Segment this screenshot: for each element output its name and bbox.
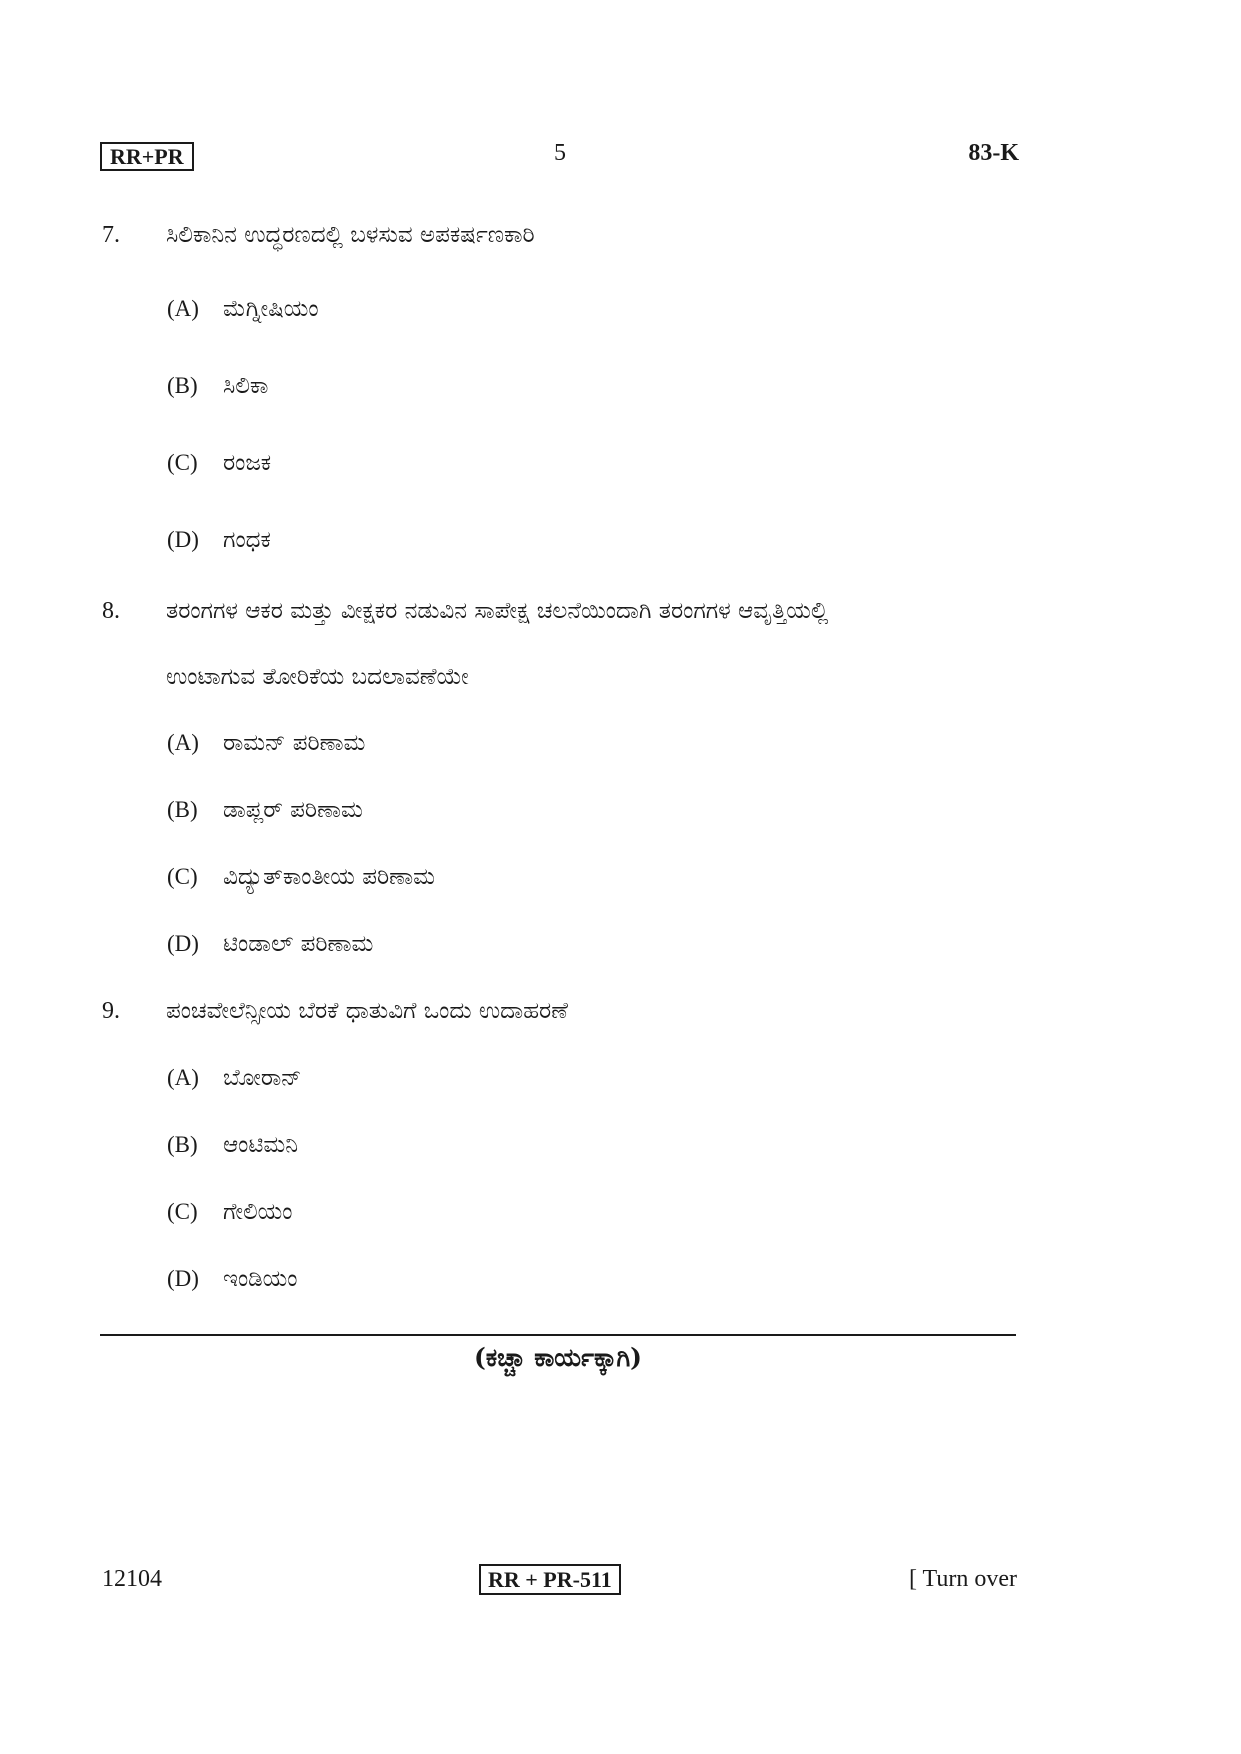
- question-number: 9.: [102, 998, 120, 1024]
- option-label: (B): [167, 1132, 198, 1157]
- option-7c: [167, 446, 271, 480]
- option-text: ರಾಮನ್ ಪರಿಣಾಮ: [223, 730, 366, 756]
- option-8c: [167, 860, 435, 894]
- footer-code-box: RR + PR-511: [479, 1564, 621, 1595]
- option-text: ಟಿಂಡಾಲ್ ಪರಿಣಾಮ: [223, 931, 374, 957]
- option-label: (B): [167, 373, 198, 398]
- option-9b: [167, 1128, 298, 1162]
- question-text: ಪಂಚವೇಲೆನ್ಸೀಯ ಬೆರಕೆ ಧಾತುವಿಗೆ ಒಂದು ಉದಾಹರಣೆ: [166, 998, 568, 1024]
- option-label: (A): [167, 1065, 199, 1090]
- question-number: 8.: [102, 598, 120, 624]
- option-8b: [167, 793, 363, 827]
- question-text: ಸಿಲಿಕಾನಿನ ಉದ್ಧರಣದಲ್ಲಿ ಬಳಸುವ ಅಪಕರ್ಷಣಕಾರಿ: [166, 222, 535, 248]
- option-text: ಸಿಲಿಕಾ: [223, 373, 269, 399]
- divider-rule: [100, 1334, 1016, 1336]
- option-label: (A): [167, 296, 199, 321]
- option-label: (D): [167, 1266, 199, 1291]
- option-label: (D): [167, 931, 199, 956]
- option-label: (C): [167, 450, 198, 475]
- option-text: ಗಂಧಕ: [223, 527, 271, 553]
- question-number: 7.: [102, 222, 120, 248]
- question-text-line-2: ಉಂಟಾಗುವ ತೋರಿಕೆಯ ಬದಲಾವಣೆಯೇ: [166, 664, 469, 690]
- option-text: ಡಾಪ್ಲರ್ ಪರಿಣಾಮ: [223, 797, 363, 823]
- page-number: 5: [554, 140, 566, 166]
- option-7d: [167, 523, 271, 557]
- option-label: (C): [167, 864, 198, 889]
- option-text: ರಂಜಕ: [223, 450, 272, 476]
- question-text-line-1: ತರಂಗಗಳ ಆಕರ ಮತ್ತು ವೀಕ್ಷಕರ ನಡುವಿನ ಸಾಪೇಕ್ಷ ಚಲನೆಯಿಂದಾಗಿ ತರಂಗಗಳ ಆವೃತ್ತಿಯಲ್ಲಿ: [166, 598, 829, 624]
- option-label: (A): [167, 730, 199, 755]
- option-text: ಬೋರಾನ್: [223, 1065, 302, 1091]
- header-code-box: RR+PR: [100, 142, 194, 171]
- option-label: (B): [167, 797, 198, 822]
- option-text: ಇಂಡಿಯಂ: [223, 1266, 298, 1292]
- option-text: ಗೇಲಿಯಂ: [223, 1199, 293, 1225]
- option-label: (C): [167, 1199, 198, 1224]
- option-9c: [167, 1195, 292, 1229]
- option-7a: [167, 292, 319, 326]
- option-label: (D): [167, 527, 199, 552]
- option-9a: [167, 1061, 301, 1095]
- option-text: ವಿದ್ಯುತ್‌ಕಾಂತೀಯ ಪರಿಣಾಮ: [223, 864, 435, 890]
- turn-over-label: [ Turn over: [908, 1566, 1017, 1592]
- option-8a: [167, 726, 365, 760]
- option-8d: [167, 927, 373, 961]
- option-text: ಆಂಟಿಮನಿ: [223, 1132, 299, 1158]
- paper-code: 83-K: [968, 140, 1019, 166]
- rough-work-label: (ಕಚ್ಚಾ ಕಾರ್ಯಕ್ಕಾಗಿ): [474, 1343, 642, 1372]
- footer-number: 12104: [102, 1566, 162, 1592]
- option-7b: [167, 369, 268, 403]
- option-text: ಮೆಗ್ನೀಷಿಯಂ: [223, 296, 319, 322]
- option-9d: [167, 1262, 297, 1296]
